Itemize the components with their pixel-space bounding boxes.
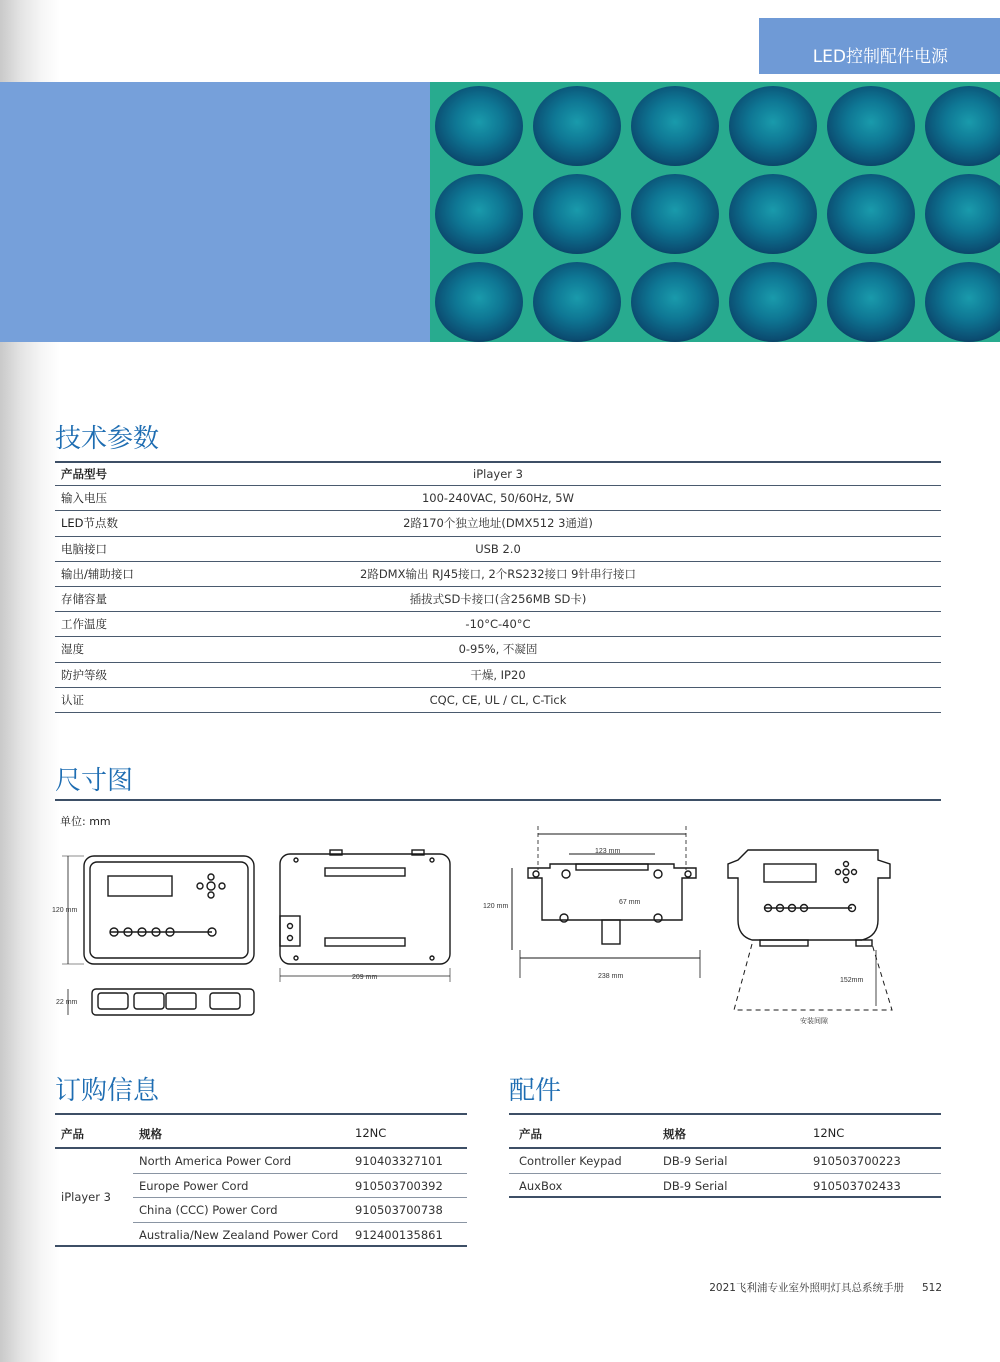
spec-key: 产品型号 bbox=[61, 467, 107, 482]
category-label: LED控制配件电源 bbox=[812, 47, 948, 67]
accessories-title: 配件 bbox=[509, 1076, 562, 1106]
spec-value: 2路170个独立地址(DMX512 3通道) bbox=[403, 516, 593, 531]
dimensions-title: 尺寸图 bbox=[55, 766, 134, 796]
dim-label-clearance: 安装间隙 bbox=[800, 1018, 828, 1025]
spec-key: 防护等级 bbox=[61, 667, 107, 682]
acc-col-spec: 规格 bbox=[663, 1127, 686, 1141]
order-spec: North America Power Cord bbox=[139, 1154, 292, 1168]
tech-title: 技术参数 bbox=[55, 424, 160, 454]
spec-row bbox=[55, 511, 941, 536]
order-spec: China (CCC) Power Cord bbox=[139, 1203, 278, 1218]
order-col-spec: 规格 bbox=[139, 1127, 162, 1141]
order-row bbox=[133, 1223, 467, 1248]
dim-label-front-height: 120 mm bbox=[52, 907, 78, 914]
order-row bbox=[133, 1149, 467, 1174]
accessories-table bbox=[509, 1113, 941, 1198]
dimension-drawings bbox=[0, 820, 1000, 1035]
spec-row bbox=[55, 688, 941, 713]
order-nc: 910503700738 bbox=[355, 1203, 443, 1218]
spec-key: 输入电压 bbox=[61, 491, 107, 506]
dim-label-back-width: 209 mm bbox=[352, 974, 378, 981]
dim-label-side-inner: 67 mm bbox=[619, 899, 641, 906]
order-row bbox=[133, 1174, 467, 1199]
order-spec: Australia/New Zealand Power Cord bbox=[139, 1227, 339, 1242]
spec-key: 输出/辅助接口 bbox=[61, 566, 134, 581]
accessory-row bbox=[509, 1149, 941, 1174]
spec-value: 干燥, IP20 bbox=[470, 667, 526, 682]
spec-value: CQC, CE, UL / CL, C-Tick bbox=[429, 692, 567, 707]
accessory-nc: 910503702433 bbox=[813, 1178, 901, 1193]
spec-key: 湿度 bbox=[61, 642, 84, 657]
spec-row bbox=[55, 587, 941, 612]
dim-label-clearance-depth: 152mm bbox=[840, 977, 864, 984]
order-nc: 912400135861 bbox=[355, 1227, 443, 1242]
accessory-row bbox=[509, 1174, 941, 1199]
spec-table bbox=[55, 461, 941, 713]
order-table-header bbox=[55, 1113, 467, 1149]
category-tab bbox=[759, 0, 1000, 74]
spec-value: iPlayer 3 bbox=[473, 467, 523, 482]
accessories-table-header bbox=[509, 1113, 941, 1149]
spec-value: 100-240VAC, 50/60Hz, 5W bbox=[421, 491, 574, 506]
order-nc: 910503700392 bbox=[355, 1178, 443, 1193]
dim-label-side-width: 238 mm bbox=[598, 973, 624, 980]
page-footer bbox=[709, 1280, 942, 1295]
accessory-product: Controller Keypad bbox=[519, 1154, 622, 1168]
spec-value: 0-95%, 不凝固 bbox=[458, 642, 538, 657]
spec-value: 插拔式SD卡接口(含256MB SD卡) bbox=[409, 592, 587, 607]
spec-row bbox=[55, 612, 941, 637]
spec-key: 电脑接口 bbox=[61, 541, 107, 556]
accessory-nc: 910503700223 bbox=[813, 1154, 901, 1168]
hero-color-block bbox=[0, 82, 430, 342]
order-product-name: iPlayer 3 bbox=[61, 1190, 111, 1204]
order-col-nc: 12NC bbox=[355, 1126, 387, 1140]
acc-col-nc: 12NC bbox=[813, 1126, 845, 1140]
spec-value: USB 2.0 bbox=[475, 541, 521, 556]
page-number: 512 bbox=[921, 1282, 942, 1294]
front-view-drawing bbox=[62, 856, 254, 1015]
spec-key: 工作温度 bbox=[61, 617, 107, 632]
dim-label-side-height: 120 mm bbox=[483, 903, 509, 910]
perspective-view-drawing bbox=[728, 850, 892, 1010]
order-table-body bbox=[55, 1149, 467, 1247]
dimensions-divider bbox=[55, 799, 941, 801]
order-title: 订购信息 bbox=[55, 1076, 160, 1106]
spec-key: 存储容量 bbox=[61, 592, 107, 607]
spec-row bbox=[55, 461, 941, 486]
spec-row bbox=[55, 537, 941, 562]
back-view-drawing bbox=[280, 850, 450, 982]
acc-col-product: 产品 bbox=[519, 1127, 542, 1141]
hero-led-pattern-image bbox=[430, 82, 1000, 342]
accessory-spec: DB-9 Serial bbox=[663, 1178, 728, 1193]
dim-label-side-top-width: 123 mm bbox=[595, 848, 621, 855]
footer-title: 2021飞利浦专业室外照明灯具总系统手册 bbox=[709, 1282, 904, 1294]
spec-row bbox=[55, 637, 941, 662]
unit-label: 单位: mm bbox=[60, 815, 111, 828]
spec-value: -10°C-40°C bbox=[465, 617, 531, 632]
spec-key: LED节点数 bbox=[61, 516, 119, 531]
accessory-product: AuxBox bbox=[519, 1178, 563, 1193]
spec-row bbox=[55, 663, 941, 688]
order-spec: Europe Power Cord bbox=[139, 1178, 249, 1193]
spec-row bbox=[55, 486, 941, 511]
spec-value: 2路DMX输出 RJ45接口, 2个RS232接口 9针串行接口 bbox=[360, 566, 636, 581]
spec-row bbox=[55, 562, 941, 587]
accessory-spec: DB-9 Serial bbox=[663, 1154, 728, 1168]
spec-key: 认证 bbox=[61, 692, 84, 707]
order-col-product: 产品 bbox=[61, 1127, 84, 1141]
order-nc: 910403327101 bbox=[355, 1154, 443, 1168]
order-row bbox=[133, 1198, 467, 1223]
order-table bbox=[55, 1113, 467, 1247]
dim-label-front-depth: 22 mm bbox=[56, 999, 78, 1006]
